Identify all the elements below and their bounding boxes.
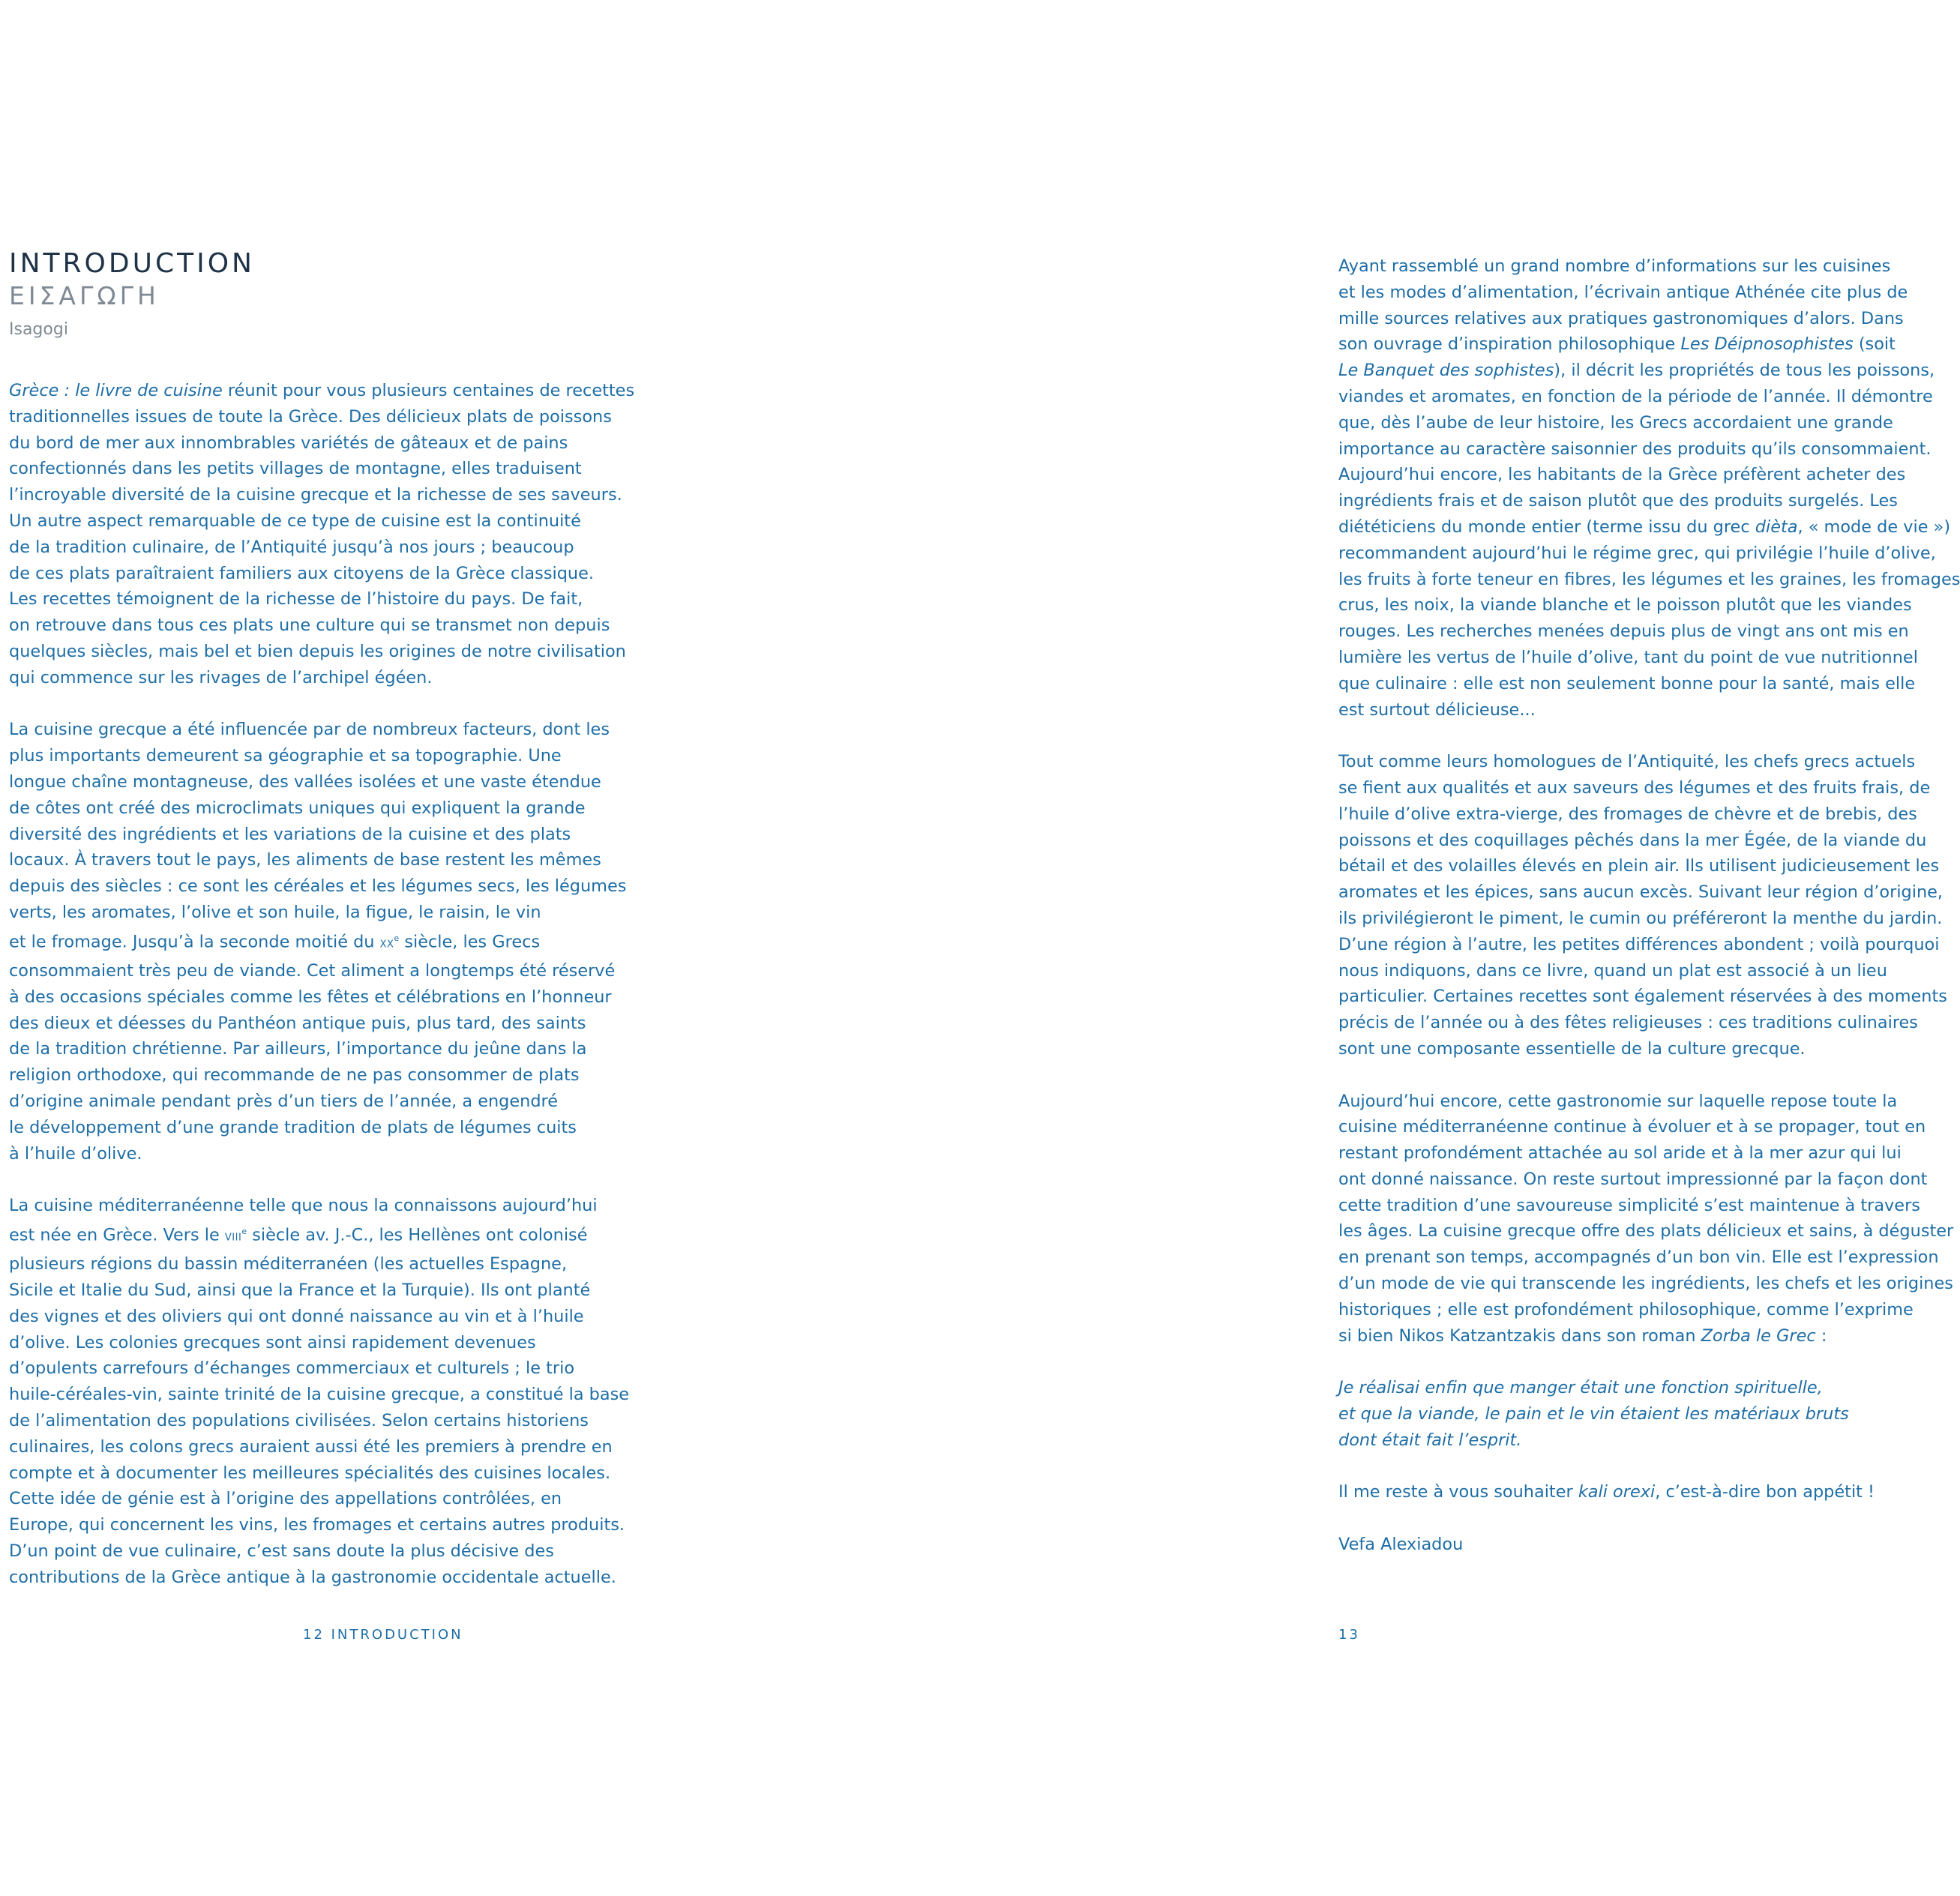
chapter-title-transliteration: Isagogi <box>9 320 68 339</box>
intro-paragraph-1 <box>9 378 635 691</box>
text-line: crus, les noix, la viande blanche et le poisson plutôt que les viandes <box>1338 595 1912 616</box>
text-line: du bord de mer aux innombrables variétés de gâteaux et de pains <box>9 433 568 453</box>
text-line: précis de l’année ou à des fêtes religieuses : ces traditions culinaires <box>1338 1013 1918 1033</box>
right-paragraph-2 <box>1338 749 1947 1062</box>
text-line: ont donné naissance. On reste surtout impressionné par la façon dont <box>1338 1169 1928 1189</box>
text-line: poissons et des coquillages pêchés dans la mer Égée, de la viande du <box>1338 830 1927 850</box>
text-line: de la tradition culinaire, de l’Antiquité jusqu’à nos jours ; beaucoup <box>9 537 574 557</box>
text-line: culinaires, les colons grecs auraient aussi été les premiers à prendre en <box>9 1436 613 1457</box>
text-line: Grèce : le livre de cuisine réunit pour vous plusieurs centaines de recettes <box>9 381 635 400</box>
text-line: contributions de la Grèce antique à la gastronomie occidentale actuelle. <box>9 1567 616 1587</box>
text-line: que, dès l’aube de leur histoire, les Grecs accordaient une grande <box>1338 412 1893 433</box>
text-line: des dieux et déesses du Panthéon antique puis, plus tard, des saints <box>9 1013 586 1033</box>
text-line: de la tradition chrétienne. Par ailleurs, l’importance du jeûne dans la <box>9 1039 587 1059</box>
text-line: confectionnés dans les petits villages de montagne, elles traduisent <box>9 459 582 479</box>
text-line: le développement d’une grande tradition de plats de légumes cuits <box>9 1117 577 1137</box>
intro-paragraph-2 <box>9 717 627 1167</box>
quote-line: Je réalisai enfin que manger était une fonction spirituelle, <box>1338 1378 1823 1398</box>
text-line: lumière les vertus de l’huile d’olive, tant du point de vue nutritionnel <box>1338 647 1918 667</box>
text-line: Europe, qui concernent les vins, les fromages et certains autres produits. <box>9 1515 625 1535</box>
text-line: Un autre aspect remarquable de ce type de cuisine est la continuité <box>9 511 581 531</box>
text-line: les fruits à forte teneur en fibres, les légumes et les graines, les fromages <box>1338 569 1960 589</box>
right-paragraph-1 <box>1338 253 1960 723</box>
text-line: diversité des ingrédients et les variations de la cuisine et des plats <box>9 824 571 844</box>
folio-right: 13 <box>1338 1627 1360 1643</box>
text-line: sont une composante essentielle de la culture grecque. <box>1338 1038 1806 1059</box>
text-line: on retrouve dans tous ces plats une culture qui se transmet non depuis <box>9 616 610 636</box>
text-line: d’origine animale pendant près d’un tiers de l’année, a engendré <box>9 1091 559 1111</box>
text-line: plusieurs régions du bassin méditerranéen (les actuelles Espagne, <box>9 1254 568 1274</box>
closing-line: Il me reste à vous souhaiter kali orexi, c’est-à-dire bon appétit ! <box>1338 1482 1875 1502</box>
text-line: se fient aux qualités et aux saveurs des légumes et des fruits frais, de <box>1338 777 1931 798</box>
text-line: depuis des siècles : ce sont les céréales et les légumes secs, les légumes <box>9 876 627 897</box>
text-line: recommandent aujourd’hui le régime grec, qui privilégie l’huile d’olive, <box>1338 543 1936 563</box>
kazantzakis-quote <box>1338 1375 1901 1453</box>
text-line: La cuisine grecque a été influencée par de nombreux facteurs, dont les <box>9 720 610 740</box>
text-line: aromates et les épices, sans aucun excès. Suivant leur région d’origine, <box>1338 882 1944 903</box>
text-line: à l’huile d’olive. <box>9 1143 142 1164</box>
text-line: restant profondément attachée au sol aride et à la mer azur qui lui <box>1338 1143 1902 1164</box>
text-line: Les recettes témoignent de la richesse de l’histoire du pays. De fait, <box>9 589 583 610</box>
text-line: locaux. À travers tout le pays, les aliments de base restent les mêmes <box>9 850 601 870</box>
text-line: Le Banquet des sophistes), il décrit les propriétés de tous les poissons, <box>1338 361 1935 381</box>
text-line: et le fromage. Jusqu’à la seconde moitié du XXe siècle, les Grecs <box>9 932 541 952</box>
quote-line: et que la viande, le pain et le vin étaient les matériaux bruts <box>1338 1404 1849 1424</box>
folio-left: 12 INTRODUCTION <box>303 1627 463 1643</box>
book-title: Les Déipnosophistes <box>1680 334 1854 355</box>
text-line: Aujourd’hui encore, les habitants de la Grèce préfèrent acheter des <box>1338 465 1906 485</box>
right-paragraph-3 <box>1338 1089 1954 1349</box>
text-line: huile-céréales-vin, sainte trinité de la cuisine grecque, a constitué la base <box>9 1385 630 1405</box>
text-line: diététiciens du monde entier (terme issu du grec dièta, « mode de vie ») <box>1338 517 1951 537</box>
text-line: D’une région à l’autre, les petites différences abondent ; voilà pourquoi <box>1338 934 1940 954</box>
text-line: ils privilégieront le piment, le cumin ou préféreront la menthe du jardin. <box>1338 908 1943 928</box>
text-line: historiques ; elle est profondément philosophique, comme l’exprime <box>1338 1299 1914 1319</box>
text-line: longue chaîne montagneuse, des vallées isolées et une vaste étendue <box>9 771 601 792</box>
text-line: que culinaire : elle est non seulement bonne pour la santé, mais elle <box>1338 673 1916 693</box>
text-line: cette tradition d’une savoureuse simplicité s’est maintenue à travers <box>1338 1195 1920 1215</box>
text-line: qui commence sur les rivages de l’archipel égéen. <box>9 667 433 687</box>
text-line: La cuisine méditerranéenne telle que nous la connaissons aujourd’hui <box>9 1196 598 1216</box>
greek-phrase: kali orexi <box>1578 1482 1656 1502</box>
left-page <box>9 247 635 1616</box>
text-line: religion orthodoxe, qui recommande de ne pas consommer de plats <box>9 1065 580 1086</box>
text-line: nous indiquons, dans ce livre, quand un plat est associé à un lieu <box>1338 960 1887 981</box>
right-page <box>1338 253 1960 1584</box>
text-line: mille sources relatives aux pratiques gastronomiques d’alors. Dans <box>1338 308 1904 328</box>
text-line: Ayant rassemblé un grand nombre d’informations sur les cuisines <box>1338 256 1891 276</box>
text-line: de côtes ont créé des microclimats uniques qui expliquent la grande <box>9 798 586 818</box>
chapter-title-greek: ΕΙΣΑΓΩΓΗ <box>9 281 160 310</box>
text-line: l’huile d’olive extra-vierge, des fromages de chèvre et de brebis, des <box>1338 804 1917 824</box>
text-line: verts, les aromates, l’olive et son huile, la figue, le raisin, le vin <box>9 902 541 922</box>
intro-paragraph-3 <box>9 1193 630 1590</box>
text-line: est surtout délicieuse... <box>1338 699 1536 720</box>
chapter-title: INTRODUCTION <box>9 248 255 279</box>
book-title: Zorba le Grec <box>1701 1325 1816 1346</box>
text-line: compte et à documenter les meilleures spécialités des cuisines locales. <box>9 1463 611 1483</box>
text-line: D’un point de vue culinaire, c’est sans doute la plus décisive des <box>9 1541 554 1561</box>
text-line: consommaient très peu de viande. Cet aliment a longtemps été réservé <box>9 961 616 981</box>
text-line: Cette idée de génie est à l’origine des appellations contrôlées, en <box>9 1489 562 1509</box>
author-signature: Vefa Alexiadou <box>1338 1535 1464 1555</box>
text-line: rouges. Les recherches menées depuis plus de vingt ans ont mis en <box>1338 622 1909 642</box>
text-line: des vignes et des oliviers qui ont donné naissance au vin et à l’huile <box>9 1306 584 1326</box>
text-line: les âges. La cuisine grecque offre des plats délicieux et sains, à déguster <box>1338 1221 1954 1242</box>
text-line: Sicile et Italie du Sud, ainsi que la France et la Turquie). Ils ont planté <box>9 1280 591 1301</box>
text-line: en prenant son temps, accompagnés d’un bon vin. Elle est l’expression <box>1338 1248 1939 1268</box>
text-line: cuisine méditerranéenne continue à évoluer et à se propager, tout en <box>1338 1117 1926 1137</box>
text-line: son ouvrage d’inspiration philosophique Les Déipnosophistes (soit <box>1338 334 1896 355</box>
text-line: quelques siècles, mais bel et bien depuis les origines de notre civilisation <box>9 641 626 661</box>
text-line: de l’alimentation des populations civilisées. Selon certains historiens <box>9 1411 589 1431</box>
text-line: bétail et des volailles élevés en plein air. Ils utilisent judicieusement les <box>1338 856 1940 876</box>
text-line: à des occasions spéciales comme les fêtes et célébrations en l’honneur <box>9 987 612 1007</box>
text-line: importance au caractère saisonnier des produits qu’ils consommaient. <box>1338 439 1932 459</box>
text-line: d’opulents carrefours d’échanges commerciaux et culturels ; le trio <box>9 1358 575 1379</box>
greek-term: dièta <box>1755 517 1798 537</box>
text-line: et les modes d’alimentation, l’écrivain antique Athénée cite plus de <box>1338 282 1908 302</box>
text-line: viandes et aromates, en fonction de la période de l’année. Il démontre <box>1338 386 1933 406</box>
text-line: de ces plats paraîtraient familiers aux citoyens de la Grèce classique. <box>9 563 594 583</box>
text-line: si bien Nikos Katzantzakis dans son roman Zorba le Grec : <box>1338 1325 1827 1346</box>
text-line: Aujourd’hui encore, cette gastronomie sur laquelle repose toute la <box>1338 1091 1898 1111</box>
book-title: Le Banquet des sophistes <box>1338 361 1554 381</box>
text-line: plus importants demeurent sa géographie et sa topographie. Une <box>9 746 562 766</box>
text-line: est née en Grèce. Vers le VIIIe siècle av. J.-C., les Hellènes ont colonisé <box>9 1225 588 1245</box>
text-line: l’incroyable diversité de la cuisine grecque et la richesse de ses saveurs. <box>9 485 622 505</box>
text-line: ingrédients frais et de saison plutôt que des produits surgelés. Les <box>1338 491 1898 511</box>
text-line: traditionnelles issues de toute la Grèce. Des délicieux plats de poissons <box>9 406 612 427</box>
text-line: d’olive. Les colonies grecques sont ainsi rapidement devenues <box>9 1332 536 1352</box>
quote-line: dont était fait l’esprit. <box>1338 1430 1522 1450</box>
text-line: d’un mode de vie qui transcende les ingrédients, les chefs et les origines <box>1338 1274 1953 1294</box>
century-numeral: XX <box>379 939 394 951</box>
book-title: Grèce : le livre de cuisine <box>9 381 223 400</box>
century-numeral: VIII <box>224 1232 242 1244</box>
text-line: particulier. Certaines recettes sont également réservées à des moments <box>1338 987 1947 1007</box>
text-line: Tout comme leurs homologues de l’Antiquité, les chefs grecs actuels <box>1338 752 1916 772</box>
